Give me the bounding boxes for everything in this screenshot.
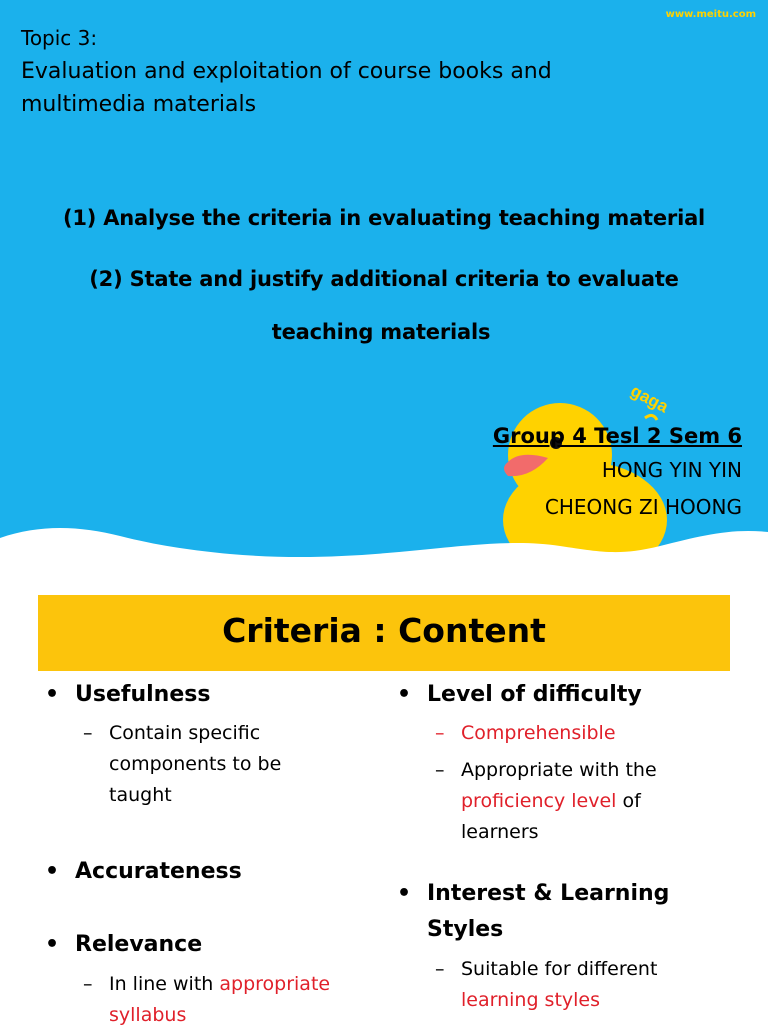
duck-head <box>508 403 612 507</box>
criteria-detail <box>435 954 721 1016</box>
detail-text: In line with <box>109 973 220 995</box>
criteria-heading: Level of difficulty <box>427 682 642 707</box>
bullet-icon: • <box>45 932 60 957</box>
topic-title: Evaluation and exploitation of course books and multimedia materials <box>21 59 552 117</box>
detail-text: of learners <box>461 790 641 843</box>
criteria-heading: Usefulness <box>75 682 211 707</box>
criteria-item <box>45 927 203 963</box>
detail-text: Contain specific components to be taught <box>109 722 282 806</box>
detail-text-emphasis: Comprehensible <box>461 722 616 744</box>
member-name: CHEONG ZI HOONG <box>544 495 742 519</box>
criteria-detail <box>435 718 721 749</box>
wave-decoration <box>0 510 768 575</box>
watermark: www.meitu.com <box>665 9 756 20</box>
bullet-icon: • <box>397 881 412 906</box>
criteria-detail <box>83 718 339 811</box>
bullet-icon: • <box>45 682 60 707</box>
sound-mark <box>645 415 657 420</box>
dash-icon: – <box>435 722 445 744</box>
criteria-item <box>397 876 697 948</box>
bullet-icon: • <box>397 682 412 707</box>
slide-title: Criteria : Content <box>222 611 546 650</box>
dash-icon: – <box>435 759 445 781</box>
dash-icon: – <box>435 958 445 980</box>
criteria-heading: Accurateness <box>75 859 242 884</box>
detail-text-emphasis: appropriate syllabus <box>109 973 331 1026</box>
title-banner <box>38 595 730 671</box>
bullet-icon: • <box>45 859 60 884</box>
objective-2: (2) State and justify additional criteria to evaluate <box>89 267 679 291</box>
criteria-item <box>397 677 642 713</box>
criteria-heading: Interest & Learning Styles <box>427 881 670 942</box>
detail-text: Suitable for different <box>461 958 658 980</box>
group-label: Group 4 Tesl 2 Sem 6 <box>492 424 742 448</box>
dash-icon: – <box>83 973 93 995</box>
criteria-item <box>45 677 211 713</box>
criteria-detail <box>83 969 369 1031</box>
topic-label: Topic 3: <box>21 26 98 50</box>
detail-text: Appropriate with the <box>461 759 657 781</box>
criteria-detail <box>435 755 701 848</box>
dash-icon: – <box>83 722 93 744</box>
criteria-item <box>45 854 242 890</box>
duck-text: gaga <box>627 381 672 417</box>
criteria-heading: Relevance <box>75 932 203 957</box>
member-name: HONG YIN YIN <box>601 458 742 482</box>
objective-1: (1) Analyse the criteria in evaluating teaching material <box>62 206 706 230</box>
wave-shape <box>0 528 768 575</box>
detail-text-emphasis: learning styles <box>461 989 601 1011</box>
detail-text-emphasis: proficiency level <box>461 790 617 812</box>
objective-2-continued: teaching materials <box>271 320 491 344</box>
content-slide <box>0 575 768 1024</box>
